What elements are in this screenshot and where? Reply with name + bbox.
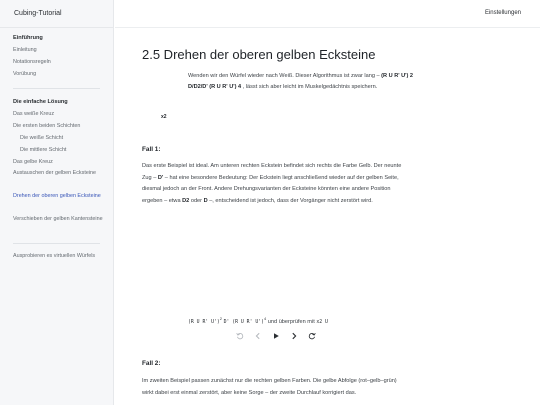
sidebar-item-notationsregeln[interactable]: Notationsregeln <box>13 59 51 65</box>
intro-paragraph <box>188 71 418 93</box>
page-title: 2.5 Drehen der oberen gelben Ecksteine <box>142 47 376 62</box>
algorithm-text: und überprüfen mit <box>266 319 317 325</box>
check-algorithm: x2 U <box>316 320 328 325</box>
case-2-heading: Fall 2: <box>142 360 161 367</box>
top-bar <box>115 0 540 28</box>
intro-text-end: , lässt sich aber leicht im Muskelgedächtnis speichern. <box>241 84 378 90</box>
sidebar-item-weisses-kreuz[interactable]: Das weiße Kreuz <box>13 111 55 117</box>
step-forward-icon[interactable] <box>288 330 300 342</box>
case-1-heading: Fall 1: <box>142 146 161 153</box>
algorithm-exponent-2: 4 <box>264 316 267 321</box>
case-1-text: Das erste Beispiel ist ideal. Am unteren rechten Eckstein befindet sich rechts die Farbe Gelb. Der neunte Zug – <box>142 163 402 181</box>
sidebar-item-weisse-schicht[interactable]: Die weiße Schicht <box>20 135 64 141</box>
repeat-label: x2 <box>161 114 167 120</box>
sidebar-item-mittlere-schicht[interactable]: Die mittlere Schicht <box>20 147 67 153</box>
step-back-icon[interactable] <box>252 330 264 342</box>
sidebar-section-einfuehrung[interactable]: Einführung <box>13 35 43 41</box>
sidebar-item-verschieben-kantensteine[interactable]: Verschieben der gelben Kantensteine <box>13 216 103 222</box>
play-icon[interactable] <box>270 330 282 342</box>
sidebar-item-virtueller-wuerfel[interactable]: Ausprobieren es virtuellen Würfels <box>13 253 96 259</box>
sidebar-nav <box>0 33 114 275</box>
move-d: D <box>203 197 208 204</box>
algorithm-line <box>188 316 328 325</box>
sidebar-item-drehen-ecksteine[interactable]: Drehen der oberen gelben Ecksteine <box>13 193 101 199</box>
algorithm-part-2: D' (R U R' U') <box>223 320 265 325</box>
intro-algorithm: (R U R' U') 2 D/D2/D' (R U R' U') 4 <box>188 73 414 90</box>
move-d2: D2 <box>182 197 190 204</box>
app-title[interactable]: Cubing-Tutorial <box>14 10 62 17</box>
sidebar-item-gelbes-kreuz[interactable]: Das gelbe Kreuz <box>13 159 53 165</box>
sidebar-separator <box>13 88 100 89</box>
case-1-paragraph <box>142 161 404 207</box>
main-content <box>142 28 512 405</box>
sidebar-item-einleitung[interactable]: Einleitung <box>13 47 37 53</box>
case-2-paragraph: Im zweiten Beispiel passen zunächst nur die rechten gelben Farben. Die gelbe Abfolge (rot–gelb–grün) wirkt dabei erst einmal zerstört, aber keine Sorge – der zweite Durchlauf korrigiert das. <box>142 378 397 396</box>
algorithm-part-1: (R U R' U') <box>188 320 220 325</box>
algorithm-exponent-1: 2 <box>219 316 223 321</box>
settings-link[interactable]: Einstellungen <box>484 10 521 16</box>
sidebar-divider <box>0 27 114 28</box>
sidebar-item-austauschen-ecksteine[interactable]: Austauschen der gelben Ecksteine <box>13 170 97 176</box>
sidebar <box>0 0 114 405</box>
intro-text: Wenden wir den Würfel wieder nach Weiß. Dieser Algorithmus ist zwar lang – <box>188 73 382 79</box>
sidebar-section-einfache-loesung[interactable]: Die einfache Lösung <box>13 99 68 105</box>
move-d-prime: D' <box>157 174 164 181</box>
sidebar-item-erste-schichten[interactable]: Die ersten beiden Schichten <box>13 123 81 129</box>
case-1-text: – hat eine besondere Bedeutung: Der Eckstein liegt anschließend wieder auf der gelben Seite, diesmal jedoch an der Front. Andere Drehungsvarianten der Ecksteine könnten eine andere Position ergeben – etwa <box>142 174 399 204</box>
case-1-text: oder <box>189 197 204 204</box>
case-1-text: –, entscheidend ist jedoch, dass der Vorgänger nicht zerstört wird. <box>207 197 373 204</box>
sidebar-item-vorubung[interactable]: Vorübung <box>13 71 37 77</box>
reset-icon[interactable] <box>234 330 246 342</box>
player-controls <box>234 330 318 342</box>
sidebar-separator <box>13 243 100 244</box>
redo-icon[interactable] <box>306 330 318 342</box>
